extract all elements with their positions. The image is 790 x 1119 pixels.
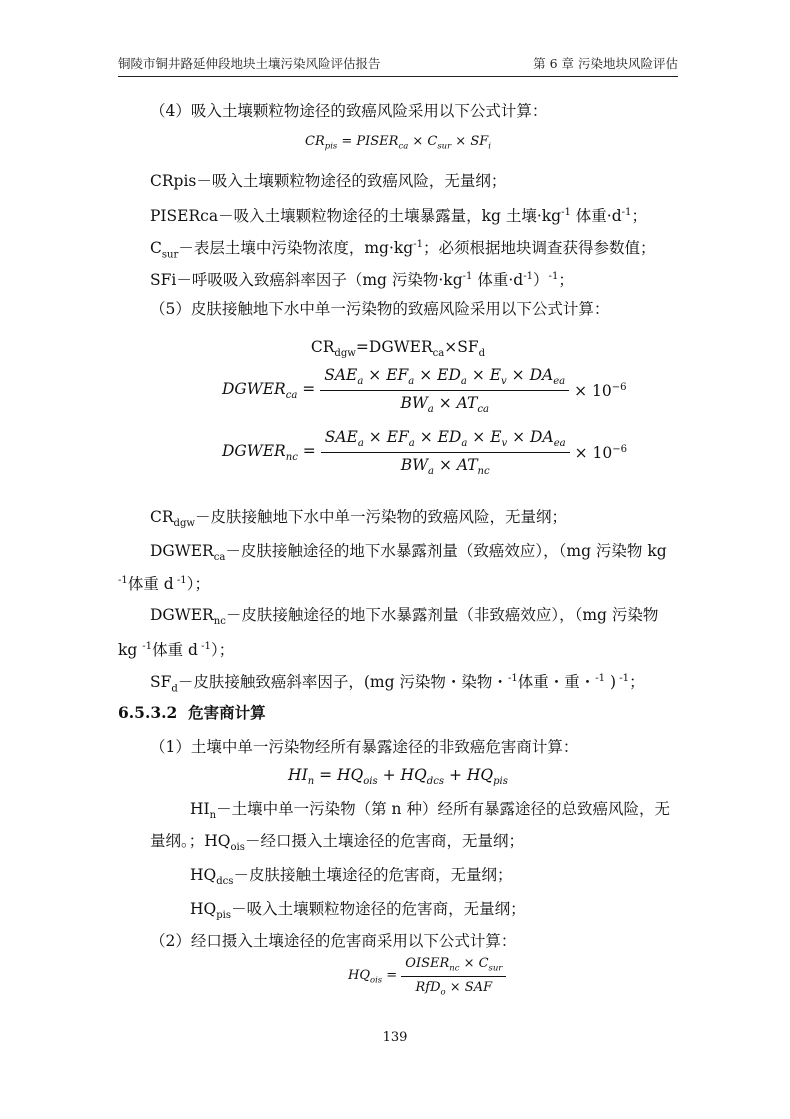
equation-hi-n: $HI_n = HQ_{ois} + HQ_{dcs} + HQ_{pis}$ [288,766,508,788]
equation-dgwer-ca: $DGWER_{ca}$ = $\frac{SAE_a \times EF_a \times ED_a \times E_v \times DA_{ea}}{BW_a \times AT_{ca}}$ × $10^{-6}$ [222,366,627,416]
definition-dgwer-nc-cont: kg $^{-1}$体重 d $^{-1}$）； [118,641,235,660]
page-number: 139 [382,1030,408,1045]
definition-cr-pis: CRpis－吸入土壤颗粒物途径的致癌风险，无量纲； [150,172,507,190]
definition-hq-ois: 量纲。；$HQ_{ois}-$经口摄入土壤途径的危害商，无量纲； [150,832,524,854]
paragraph-oral-intro: （2）经口摄入土壤途径的危害商采用以下公式计算： [150,932,517,950]
definition-dgwer-ca: $DGWER_{ca}-$皮肤接触途径的地下水暴露剂量（致癌效应），（mg 污染物 kg [150,542,667,564]
equation-dgwer-nc: $DGWER_{nc}$ = $\frac{SAE_a \times EF_a \times ED_a \times E_v \times DA_{ea}}{BW_a \times AT_{nc}}$ × $10^{-6}$ [222,428,628,478]
definition-dgwer-ca-cont: $^{-1}$体重 d $^{-1}$）； [118,575,210,594]
definition-hq-dcs: $HQ_{dcs}-$皮肤接触土壤途径的危害商，无量纲； [190,866,513,888]
page-header [118,50,678,77]
section-heading: 6.5.3.2 危害商计算 [118,703,266,722]
header-report-title: 铜陵市铜井路延伸段地块土壤污染风险评估报告 [118,56,381,71]
definition-hi-n: $HI_n-$土壤中单一污染物（第 n 种）经所有暴露途径的总致癌风险，无 [190,800,670,822]
paragraph-hazard-intro: （1）土壤中单一污染物经所有暴露途径的非致癌危害商计算： [150,738,579,756]
definition-hq-pis: $HQ_{pis}-$吸入土壤颗粒物途径的危害商，无量纲； [190,900,526,922]
definition-sf-d: $SF_d-$皮肤接触致癌斜率因子，(mg 污染物・染物・$^{-1}$体重・重・$^{-1}$ ) $^{-1}$； [150,673,645,695]
equation-hq-ois: $HQ_{ois}$ = $\frac{OISER_{nc} \times C_{sur}}{RfD_o \times SAF}$ [348,956,506,996]
paragraph-inhalation-intro: （4）吸入土壤颗粒物途径的致癌风险采用以下公式计算： [150,102,548,120]
paragraph-dermal-intro: （5）皮肤接触地下水中单一污染物的致癌风险采用以下公式计算： [150,300,610,318]
definition-piser-ca: PISERca－吸入土壤颗粒物途径的土壤暴露量，kg 土壤$\cdot kg^{-1}$ 体重$\cdot d^{-1}$； [150,207,647,226]
equation-cr-dgw: $CR_{dgw}=DGWER_{ca}\times SF_d$ [310,338,486,360]
header-chapter-title: 第 6 章 污染地块风险评估 [533,56,678,71]
definition-dgwer-nc: $DGWER_{nc}-$皮肤接触途径的地下水暴露剂量（非致癌效应），（mg 污染物 [150,606,659,628]
definition-c-sur: $C_{sur}-$表层土壤中污染物浓度，$mg\cdot kg^{-1}$；必须根据地块调查获得参数值； [150,239,656,261]
definition-sf-i: SFi－呼吸吸入致癌斜率因子（mg 污染物$\cdot kg^{-1}$ 体重$\cdot d^{-1})^{-1}$； [150,271,574,290]
definition-cr-dgw: $CR_{dgw}-$皮肤接触地下水中单一污染物的致癌风险，无量纲； [150,508,568,530]
equation-cr-pis: $CR_{pis}$ = $PISER_{ca} \times C_{sur} \times SF_i$ [305,134,491,151]
